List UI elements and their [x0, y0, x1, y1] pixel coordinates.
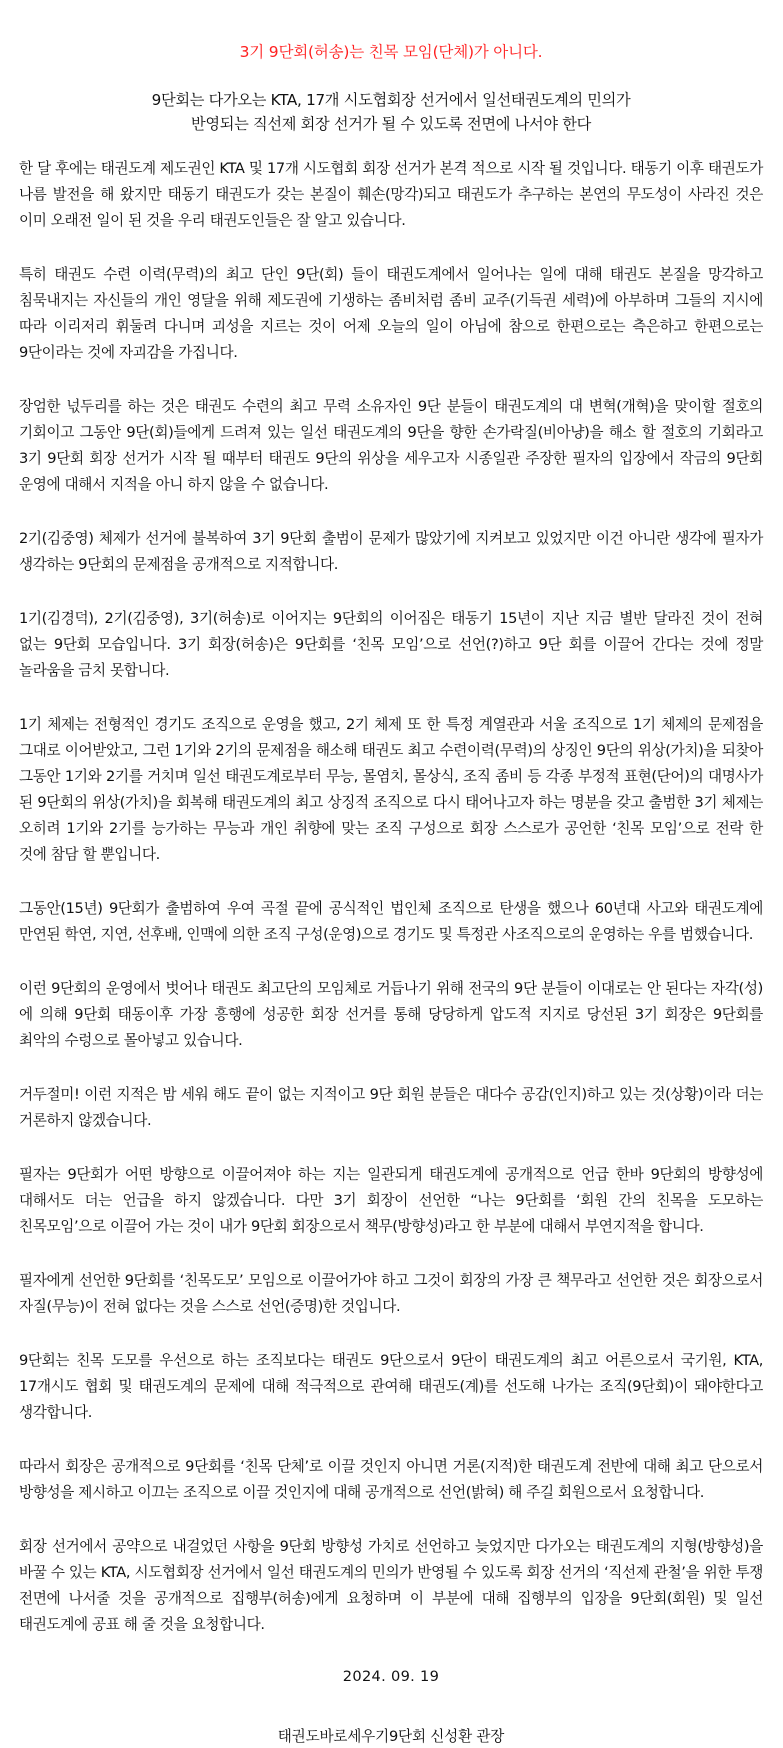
paragraph-8: 이런 9단회의 운영에서 벗어나 태권도 최고단의 모임체로 거듭나기 위해 전국의 9단 분들이 이대로는 안 된다는 자각(성)에 의해 9단회 태동이후 가장 흥행에 성공한 회장 선거를 통해 당당하게 압도적 지지로 당선된 3기 회장은 9단회를 최악의 수렁으로 몰아넣고 있습니다. [19, 980, 763, 1049]
document-signature: 태권도바로세우기9단회 신성환 관장 [277, 1728, 505, 1745]
document-subtitle [19, 88, 763, 136]
paragraph-11: 필자에게 선언한 9단회를 ‘친목도모’ 모임으로 이끌어가야 하고 그것이 회장의 가장 큰 책무라고 선언한 것은 회장으로서 자질(무능)이 전혀 없다는 것을 스스로 선언(증명)한 것입니다. [19, 1272, 763, 1315]
paragraph-2: 특히 태권도 수련 이력(무력)의 최고 단인 9단(회) 들이 태권도계에서 일어나는 일에 대해 태권도 본질을 망각하고 침묵내지는 자신들의 개인 영달을 위해 제도권에 기생하는 좀비처럼 좀비 교주(기득권 세력)에 아부하며 그들의 지시에 따라 이리저리 휘둘려 다니며 괴성을 지르는 것이 어제 오늘의 일이 아님에 참으로 한편으로는 측은하고 한편으로는 9단이라는 것에 자괴감을 가집니다. [19, 266, 763, 361]
paragraph-9: 거두절미! 이런 지적은 밤 세워 해도 끝이 없는 지적이고 9단 회원 분들은 대다수 공감(인지)하고 있는 것(상황)이라 더는 거론하지 않겠습니다. [19, 1086, 763, 1129]
paragraph-1: 한 달 후에는 태권도계 제도권인 KTA 및 17개 시도협회 회장 선거가 본격 적으로 시작 될 것입니다. 태동기 이후 태권도가 나름 발전을 해 왔지만 태동기 태권도가 갖는 본질이 훼손(망각)되고 태권도가 추구하는 본연의 무도성이 사라진 것은 이미 오래전 일이 된 것을 우리 태권도인들은 잘 알고 있습니다. [19, 160, 763, 229]
paragraph-5: 1기(김경덕), 2기(김중영), 3기(허송)로 이어지는 9단회의 이어짐은 태동기 15년이 지난 지금 별반 달라진 것이 전혀 없는 9단회 모습입니다. 3기 회장(허송)은 9단회를 ‘친목 모임’으로 선언(?)하고 9단 회를 이끌어 간다는 것에 정말 놀라움을 금치 못합니다. [19, 610, 763, 679]
document-body [19, 156, 763, 1638]
subtitle-line-1: 9단회는 다가오는 KTA, 17개 시도협회장 선거에서 일선태권도계의 민의가 [151, 91, 631, 109]
paragraph-7: 그동안(15년) 9단회가 출범하여 우여 곡절 끝에 공식적인 법인체 조직으로 탄생을 했으나 60년대 사고와 태권도계에 만연된 학연, 지연, 선후배, 인맥에 의한 조직 구성(운영)으로 경기도 및 특정관 사조직으로의 운영하는 우를 범했습니다. [19, 900, 763, 943]
subtitle-line-2: 반영되는 직선제 회장 선거가 될 수 있도록 전면에 나서야 한다 [190, 115, 592, 133]
document-title: 3기 9단회(허송)는 친목 모임(단체)가 아니다. [239, 43, 543, 61]
paragraph-6: 1기 체제는 전형적인 경기도 조직으로 운영을 했고, 2기 체제 또 한 특정 계열관과 서울 조직으로 1기 체제의 문제점을 그대로 이어받았고, 그런 1기와 2기의 문제점을 해소해 태권도 최고 수련이력(무력)의 상징인 9단의 위상(가치)을 되찾아 그동안 1기와 2기를 거치며 일선 태권도계로부터 무능, 몰염치, 몰상식, 조직 좀비 등 각종 부정적 표현(단어)의 대명사가 된 9단회의 위상(가치)을 회복해 태권도계의 최고 상징적 조직으로 다시 태어나고자 하는 명분을 갖고 출범한 3기 체제는 오히려 1기와 2기를 능가하는 무능과 개인 취향에 맞는 조직 구성으로 회장 스스로가 공언한 ‘친목 모임’으로 전락 한 것에 참담 할 뿐입니다. [19, 716, 763, 863]
paragraph-12: 9단회는 친목 도모를 우선으로 하는 조직보다는 태권도 9단으로서 9단이 태권도계의 최고 어른으로서 국기원, KTA, 17개시도 협회 및 태권도계의 문제에 대해 적극적으로 관여해 태권도(계)를 선도해 나가는 조직(9단회)이 돼야한다고 생각합니다. [19, 1352, 763, 1421]
paragraph-14: 회장 선거에서 공약으로 내걸었던 사항을 9단회 방향성 가치로 선언하고 늦었지만 다가오는 태권도계의 지형(방향성)을 바꿀 수 있는 KTA, 시도협회장 선거에서 일선 태권도계의 민의가 반영될 수 있도록 회장 선거의 ‘직선제 관철’을 위한 투쟁 전면에 나서줄 것을 공개적으로 집행부(허송)에게 요청하며 이 부분에 대해 집행부의 입장을 9단회(회원) 및 일선 태권도계에 공표 해 줄 것을 요청합니다. [19, 1538, 763, 1633]
paragraph-3: 장엄한 넋두리를 하는 것은 태권도 수련의 최고 무력 소유자인 9단 분들이 태권도계의 대 변혁(개혁)을 맞이할 절호의 기회이고 그동안 9단(회)들에게 드려져 있는 일선 태권도계의 9단을 향한 손가락질(비아냥)을 해소 할 절호의 기회라고 3기 9단회 회장 선거가 시작 될 때부터 태권도 9단의 위상을 세우고자 시종일관 주장한 필자의 입장에서 작금의 9단회 운영에 대해서 지적을 아니 하지 않을 수 없습니다. [19, 398, 763, 493]
document-date: 2024. 09. 19 [342, 1668, 440, 1685]
paragraph-10: 필자는 9단회가 어떤 방향으로 이끌어져야 하는 지는 일관되게 태권도계에 공개적으로 언급 한바 9단회의 방향성에 대해서도 더는 언급을 하지 않겠습니다. 다만 3기 회장이 선언한 “나는 9단회를 ‘회원 간의 친목을 도모하는 친목모임’으로 이끌어 가는 것이 내가 9단회 회장으로서 책무(방향성)라고 한 부분에 대해서 부연지적을 합니다. [19, 1166, 763, 1235]
paragraph-4: 2기(김중영) 체제가 선거에 불복하여 3기 9단회 출범이 문제가 많았기에 지켜보고 있었지만 이건 아니란 생각에 필자가 생각하는 9단회의 문제점을 공개적으로 지적합니다. [19, 530, 763, 573]
paragraph-13: 따라서 회장은 공개적으로 9단회를 ‘친목 단체’로 이끌 것인지 아니면 거론(지적)한 태권도계 전반에 대해 최고 단으로서 방향성을 제시하고 이끄는 조직으로 이끌 것인지에 대해 공개적으로 선언(밝혀) 해 주길 회원으로서 요청합니다. [19, 1458, 763, 1501]
